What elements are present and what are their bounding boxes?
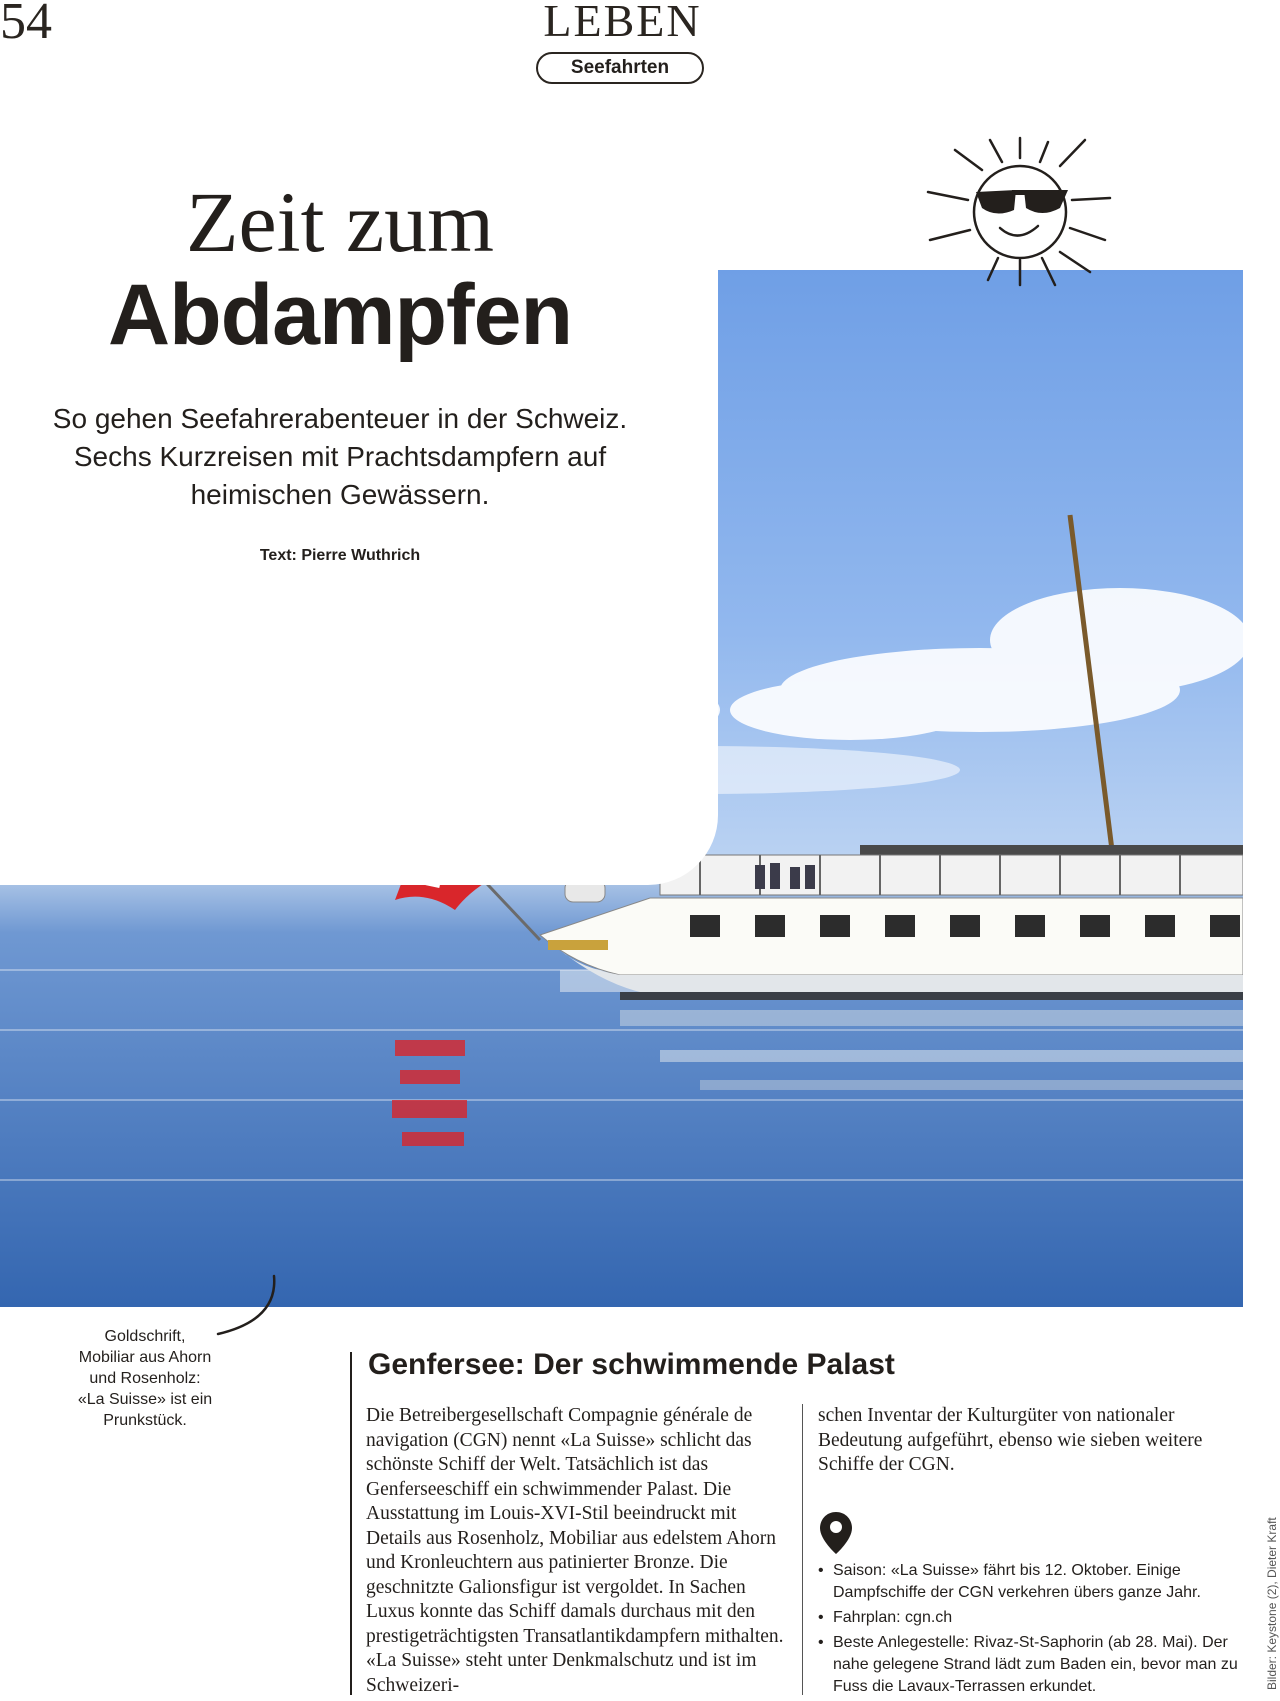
photo-credit: Bilder: Keystone (2), Dieter Kraft <box>1265 1517 1279 1690</box>
page-number: 54 <box>0 0 52 50</box>
article-heading: Genfersee: Der schwimmende Palast <box>368 1348 895 1381</box>
info-item: • Saison: «La Suisse» fährt bis 12. Oktober. Einige Dampfschiffe der CGN verkehren übers ganze Jahr. <box>818 1560 1248 1604</box>
article-column-2: schen Inventar der Kulturgüter von nationaler Bedeutung aufgeführt, ebenso wie sieben weitere Schiffe der CGN. <box>818 1405 1203 1475</box>
article-rule <box>350 1352 352 1695</box>
caption-line: und Rosenholz: <box>89 1370 201 1387</box>
info-list <box>818 1560 1248 1701</box>
map-pin-icon <box>818 1510 854 1556</box>
caption-line: Mobiliar aus Ahorn <box>78 1349 212 1366</box>
byline: Text: Pierre Wuthrich <box>259 547 421 564</box>
lead-text <box>10 400 670 514</box>
sun-sunglasses-icon <box>920 120 1120 290</box>
photo-caption <box>60 1326 230 1431</box>
caption-line: Prunkstück. <box>103 1412 187 1429</box>
section-title: LEBEN <box>543 0 702 46</box>
caption-line: Goldschrift, <box>104 1328 186 1345</box>
headline-title-line1: Zeit zum <box>185 174 495 270</box>
info-item: • Beste Anlegestelle: Rivaz-St-Saphorin (ab 28. Mai). Der nahe gelegene Strand lädt zum Baden ein, bevor man zu Fuss die Lavaux-Terrassen erkundet. <box>818 1632 1248 1698</box>
info-item[interactable]: • Fahrplan: cgn.ch <box>818 1607 1248 1629</box>
lead-line: Sechs Kurzreisen mit Prachtsdampfern auf <box>73 441 607 472</box>
column-separator <box>802 1404 803 1695</box>
headline-title-line2: Abdampfen <box>108 267 572 363</box>
article-column-1: Die Betreibergesellschaft Compagnie générale de navigation (CGN) nennt «La Suisse» schlicht das schönste Schiff der Welt. Tatsächlich ist das Genferseeschiff ein schwimmender Palast. Die Ausstattung im Louis-XVI-Stil beeindruckt mit Details aus Rosenholz, Mobiliar aus edelstem Ahorn und Kronleuchtern aus patinierter Bronze. Die geschnitzte Galionsfigur ist vergoldet. In Sachen Luxus konnte das Schiff damals durchaus mit den prestigeträchtigsten Transatlantikdampfern mithalten. «La Suisse» steht unter Denkmalschutz und ist im Schweizeri- <box>366 1405 784 1696</box>
lead-line: heimischen Gewässern. <box>190 479 490 510</box>
lead-line: So gehen Seefahrerabenteuer in der Schweiz. <box>52 403 628 434</box>
section-tag: Seefahrten <box>536 52 704 84</box>
caption-line: «La Suisse» ist ein <box>77 1391 213 1408</box>
